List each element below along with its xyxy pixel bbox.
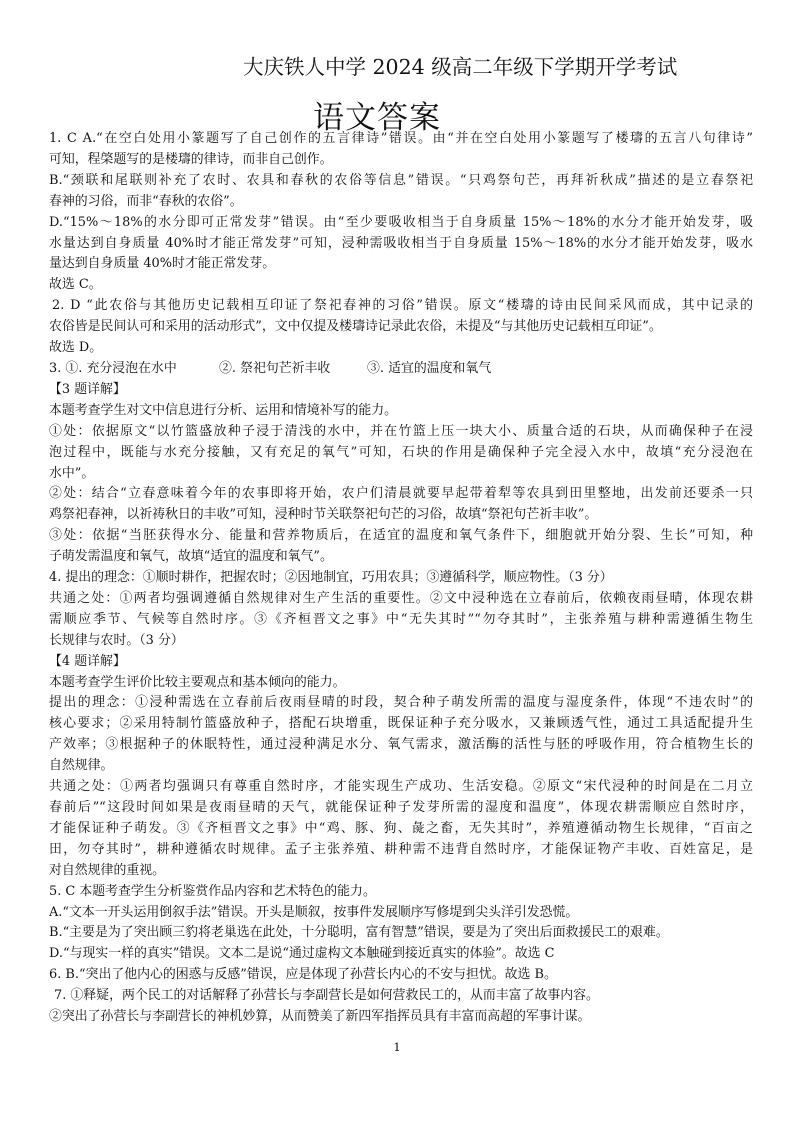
text-line: 春神的习俗，而非“春秋的农俗”。 <box>49 193 243 209</box>
text-line: A.“文本一开头运用倒叙手法”错误。开头是顺叙，按事件发展顺序写修堤到尖头洋引发恐慌。 <box>49 904 579 920</box>
text-line: 泡过程中，既能与水充分接触，又有充足的氧气”可知，石块的作用是确保种子完全浸入水中，故填“充分浸泡在 <box>49 444 753 460</box>
exam-header: 大庆铁人中学 2024 级高二年级下学期开学考试 <box>243 55 678 79</box>
text-line: 本题考查学生对文中信息进行分析、运用和情境补写的能力。 <box>49 402 398 418</box>
text-line: 才能保证种子萌发。③《齐桓晋文之事》中“鸡、豚、狗、彘之畜，无失其时”，养殖遵循动物生长规律，“百亩之 <box>49 820 753 836</box>
text-line: ②处：结合“立春意味着今年的农事即将开始，农户们清晨就要早起带着犁等农具到田里整地，出发前还要杀一只 <box>49 486 753 502</box>
text-line: 故选 C。 <box>49 277 102 293</box>
answer-3-line <box>49 359 753 380</box>
text-line: 农俗皆是民间认可和采用的活动形式”，文中仅提及楼璹诗记录此农俗，未提及“与其他历史记载相互印证”。 <box>49 319 662 335</box>
text-line: ③处：依据“当胚获得水分、能量和营养物质后，在适宜的温度和氧气条件下，细胞就开始分裂、生长”可知，种 <box>49 528 753 544</box>
text-line: 水中”。 <box>49 465 95 481</box>
text-line: 对自然规律的重视。 <box>49 862 166 878</box>
text-line: 量达到自身质量 40%时才能正常发芽。 <box>49 256 276 272</box>
answer-3-part-1: 3. ①. 充分浸泡在水中 <box>49 360 177 376</box>
text-line: 春前后”“这段时间如果是夜雨昼晴的天气，就能保证种子发芽所需的湿度和温度”，体现农耕需顺应自然时序， <box>49 800 753 815</box>
text-line: ②突出了孙营长与李副营长的神机妙算，从而赞美了新四军指挥员具有丰富而高超的军事计谋。 <box>49 1009 591 1025</box>
text-line: D.“15%～18%的水分即可正常发芽”错误。由“至少要吸收相当于自身质量 15%～18%的水分才能开始发芽，吸 <box>49 214 753 230</box>
text-line: 6. B.“突出了他内心的困惑与反感”错误，应是体现了孙营长内心的不安与担忧。故选 B。 <box>49 967 557 983</box>
text-line: 田，勿夺其时”，耕种遵循农时规律。孟子主张养殖、耕种需不违背自然时序，才能保证物产丰收、百姓富足，是 <box>49 841 753 857</box>
text-line: 水量达到自身质量 40%时才能正常发芽”可知，浸种需吸收相当于自身质量 15%～18%的水分才能开始发芽，吸水 <box>49 235 753 251</box>
page-number: 1 <box>393 1040 401 1054</box>
text-line: 自然规律。 <box>49 758 114 774</box>
text-line: B.“颈联和尾联则补充了农时、农具和春秋的农俗等信息”错误。“只鸡祭句芒，再拜祈秋成”描述的是立春祭祀 <box>49 172 753 188</box>
text-line: 故选 D。 <box>49 340 103 356</box>
text-line: 共通之处：①两者均强调遵循自然规律对生产生活的重要性。②文中浸种选在立春前后，依赖夜雨昼晴，体现农耕 <box>49 590 753 606</box>
answer-3-part-2: ②. 祭祀句芒祈丰收 <box>219 360 331 376</box>
text-line: 4. 提出的理念：①顺时耕作，把握农时；②因地制宜，巧用农具；③遵循科学，顺应物性。（3 分） <box>49 570 613 586</box>
text-line: 共通之处：①两者均强调只有尊重自然时序，才能实现生产成功、生活安稳。②原文“宋代浸种的时间是在二月立 <box>49 779 753 795</box>
section-heading: 【4 题详解】 <box>49 653 126 669</box>
text-line: 5. C 本题考查学生分析鉴赏作品内容和艺术特色的能力。 <box>49 883 376 899</box>
text-line: 本题考查学生评价比较主要观点和基本倾向的能力。 <box>49 674 346 690</box>
text-line: 核心要求；②采用特制竹篮盛放种子，搭配石块增重，既保证种子充分吸水，又兼顾透气性，通过工具适配提升生 <box>49 716 753 732</box>
text-line: 2. D “此农俗与其他历史记载相互印证了祭祀春神的习俗”错误。原文“楼璹的诗由民间采风而成，其中记录的 <box>52 298 753 314</box>
text-line: 1. C A.“在空白处用小篆题写了自己创作的五言律诗”错误。由“并在空白处用小篆题写了楼璹的五言八句律诗” <box>49 131 753 146</box>
text-line: 子萌发需温度和氧气，故填“适宜的温度和氧气”。 <box>49 549 333 565</box>
answer-body <box>49 129 753 1028</box>
text-line: 提出的理念：①浸种需选在立春前后夜雨昼晴的时段，契合种子萌发所需的温度与湿度条件，体现“不违农时”的 <box>49 695 753 711</box>
text-line: 7. ①释疑，两个民工的对话解释了孙营长与李副营长是如何营救民工的，从而丰富了故事内容。 <box>54 988 599 1004</box>
text-line: 可知，程棨题写的是楼璹的律诗，而非自己创作。 <box>49 151 333 167</box>
text-line: 需顺应季节、气候等自然时序。③《齐桓晋文之事》中“无失其时”“勿夺其时”，主张养殖与耕种需遵循生物生 <box>49 611 753 627</box>
text-line: 产效率；③根据种子的休眠特性，通过浸种满足水分、氧气需求，激活酶的活性与胚的呼吸作用，符合植物生长的 <box>49 737 753 753</box>
page-title: 语文答案 <box>313 100 441 136</box>
text-line: D.“与现实一样的真实”错误。文本二是说“通过虚构文本触碰到接近真实的体验”。故选 C <box>49 946 555 962</box>
text-line: 长规律与农时。（3 分） <box>49 632 184 648</box>
text-line: 鸡祭祀春神，以祈祷秋日的丰收”可知，浸种时节关联祭祀句芒的习俗，故填“祭祀句芒祈丰收”。 <box>49 507 598 523</box>
text-line: ①处：依据原文“以竹篮盛放种子浸于清浅的水中，并在竹篮上压一块大小、质量合适的石块，从而确保种子在浸 <box>49 423 753 439</box>
section-heading: 【3 题详解】 <box>49 381 126 397</box>
text-line: B.“主要是为了突出顾三豹将老巢选在此处，十分聪明，富有智慧”错误，要是为了突出后面救援民工的艰难。 <box>49 925 669 941</box>
answer-3-part-3: ③. 适宜的温度和氧气 <box>367 360 492 376</box>
